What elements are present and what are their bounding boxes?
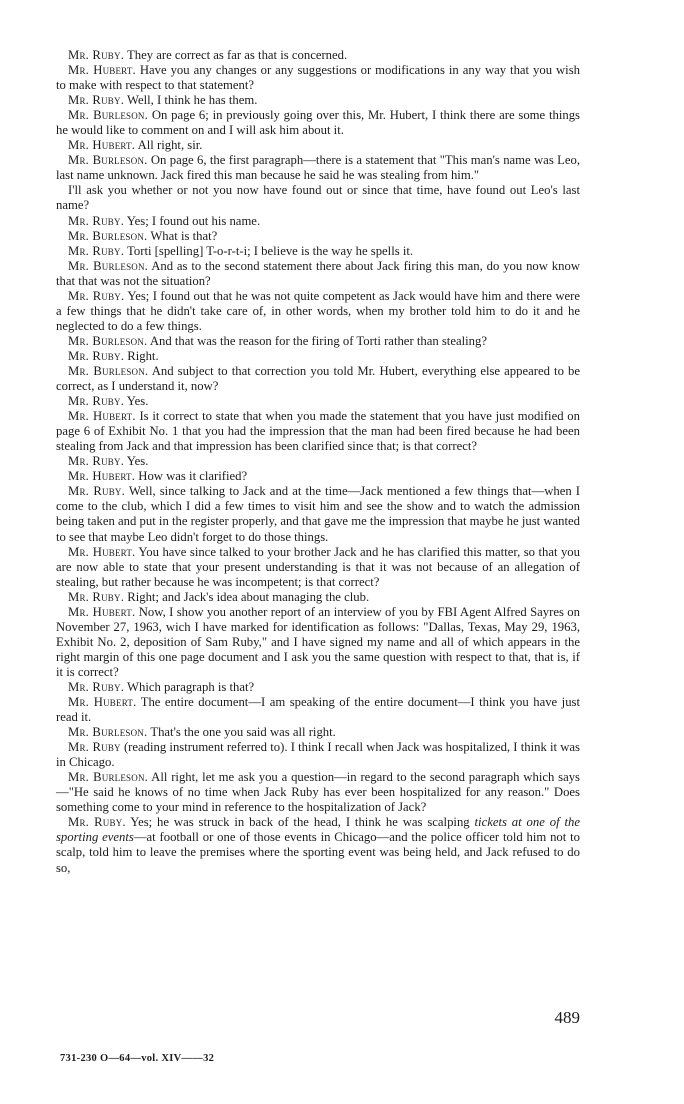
speech-text: How was it clarified? (135, 469, 248, 484)
speech-text: All right, sir. (135, 138, 203, 153)
testimony-paragraph (56, 93, 580, 108)
speech-text: Yes; he was struck in back of the head, I think he was scalping (125, 815, 475, 830)
speaker-name: Mr. Ruby. (68, 589, 125, 604)
speaker-name: Mr. Burleson. (68, 725, 148, 740)
testimony-paragraph (56, 454, 580, 469)
testimony-paragraph (56, 108, 580, 138)
speech-text: Now, I show you another report of an interview of you by FBI Agent Alfred Sayres on November 27, 1963, wich I have marked for identification as follows: "Dallas, Texas, May 29, 1963, Exhibit No. 2, deposition of Sam Ruby," and I have signed my name and all of which appears in the right margin of this one page document and I ask you the same question with respect to that, that is, if it is correct? (56, 604, 580, 679)
testimony-paragraph (56, 183, 580, 213)
testimony-paragraph (56, 725, 580, 740)
page-number: 489 (554, 1008, 580, 1027)
testimony-paragraph (56, 695, 580, 725)
speaker-name: Mr. Ruby. (68, 679, 125, 694)
speech-text: (reading instrument referred to). I think I recall when Jack was hospitalized, I think it was in Chicago. (56, 740, 580, 770)
speech-text: And as to the second statement there about Jack firing this man, do you now know that that was not the situation? (56, 258, 580, 288)
speaker-name: Mr. Ruby. (68, 815, 126, 830)
speech-text: And subject to that correction you told Mr. Hubert, everything else appeared to be correct, as I understand it, now? (56, 363, 580, 394)
testimony-paragraph (56, 229, 580, 244)
speaker-name: Mr. Ruby. (68, 243, 125, 258)
speech-text: The entire document—I am speaking of the entire document—I think you have just read it. (56, 695, 581, 725)
speaker-name: Mr. Ruby. (68, 213, 125, 228)
speech-text: Is it correct to state that when you made the statement that you have just modified on page 6 of Exhibit No. 1 that you had the impression that the man had been fired because he had been stealing from Jack and that impression has been clarified since that; is that correct? (56, 409, 580, 454)
speech-text: Yes; I found out his name. (124, 213, 261, 228)
testimony-paragraph (56, 469, 580, 484)
speech-text: They are correct as far as that is concerned. (124, 48, 348, 62)
testimony-paragraph (56, 364, 580, 394)
speech-text-italic: tickets at one of the sporting events (56, 815, 580, 845)
speech-text: On page 6; in previously going over this, Mr. Hubert, I think there are some things he would like to comment on and I will ask him about it. (56, 108, 580, 138)
speaker-name: Mr. Burleson. (68, 770, 149, 785)
speaker-name: Mr. Ruby. (68, 93, 125, 108)
testimony-paragraph (56, 815, 580, 875)
testimony-paragraph (56, 259, 580, 289)
speaker-name: Mr. Hubert. (68, 604, 136, 619)
speaker-name: Mr. Burleson. (68, 363, 149, 378)
speaker-name: Mr. Hubert. (68, 138, 136, 153)
speaker-name: Mr. Ruby. (68, 394, 125, 409)
speaker-name: Mr. Ruby (68, 740, 121, 755)
speaker-name: Mr. Hubert. (68, 469, 136, 484)
testimony-paragraph (56, 590, 580, 605)
speech-text: Torti [spelling] T-o-r-t-i; I believe is the way he spells it. (124, 243, 414, 258)
speech-text: Well, since talking to Jack and at the time—Jack mentioned a few things that—when I come to the club, which I did a few times to visit him and see the show and to watch the admission being taken and put in the register properly, and that gave me the impression that maybe he just wanted to see that maybe Leo didn't forget to do those things. (56, 484, 580, 544)
speech-text: Yes; I found out that he was not quite competent as Jack would have him and there were a few things that he didn't take care of, in other words, when my brother told him to do it and he neglected to do a few things. (56, 288, 580, 333)
testimony-paragraph (56, 770, 580, 815)
speaker-name: Mr. Burleson. (68, 228, 148, 243)
speech-text: I'll ask you whether or not you now have found out or since that time, have found out Leo's last name? (56, 183, 580, 213)
speech-text: And that was the reason for the firing of Torti rather than stealing? (147, 333, 487, 348)
testimony-paragraph (56, 349, 580, 364)
speaker-name: Mr. Ruby. (68, 484, 125, 499)
speaker-name: Mr. Hubert. (68, 63, 136, 78)
testimony-paragraph (56, 545, 580, 590)
speaker-name: Mr. Hubert. (68, 409, 136, 424)
speech-text: Which paragraph is that? (124, 679, 255, 694)
speech-text: Have you any changes or any suggestions or modifications in any way that you wish to make with respect to that statement? (56, 63, 580, 93)
speech-text: Yes. (124, 394, 149, 409)
testimony-paragraph (56, 48, 580, 63)
testimony-paragraph (56, 153, 580, 183)
testimony-paragraph (56, 244, 580, 259)
testimony-paragraph (56, 484, 580, 544)
testimony-paragraph (56, 680, 580, 695)
testimony-paragraph (56, 334, 580, 349)
speaker-name: Mr. Burleson. (68, 153, 148, 168)
speaker-name: Mr. Ruby. (68, 288, 125, 303)
speech-text-continued: —at football or one of those events in Chicago—and the police officer told him not to scalp, told him to leave the premises where the sporting event was being held, and Jack refused to do so, (56, 830, 580, 875)
speaker-name: Mr. Ruby. (68, 48, 125, 62)
testimony-paragraph (56, 740, 580, 770)
speech-text: Yes. (124, 454, 149, 469)
testimony-paragraph (56, 214, 580, 229)
speech-text: That's the one you said was all right. (147, 725, 336, 740)
speech-text: On page 6, the first paragraph—there is a statement that "This man's name was Leo, last name unknown. Jack fired this man because he said he was stealing from him." (56, 153, 580, 183)
speech-text: Well, I think he has them. (124, 93, 258, 108)
speech-text: You have since talked to your brother Jack and he has clarified this matter, so that you are now able to state that your present understanding is that it was not because of an allegation of stealing, but rather because he was incompetent; is that correct? (56, 544, 580, 589)
testimony-paragraph (56, 63, 580, 93)
speaker-name: Mr. Burleson. (68, 258, 149, 273)
testimony-paragraph (56, 289, 580, 334)
testimony-paragraph (56, 394, 580, 409)
testimony-paragraph (56, 409, 580, 454)
speech-text: Right; and Jack's idea about managing the club. (124, 589, 370, 604)
testimony-paragraph (56, 605, 580, 680)
speaker-name: Mr. Ruby. (68, 454, 125, 469)
speaker-name: Mr. Hubert. (68, 695, 137, 710)
printer-code: 731-230 O—64—vol. XIV——32 (60, 1053, 215, 1064)
speaker-name: Mr. Ruby. (68, 348, 125, 363)
speaker-name: Mr. Burleson. (68, 333, 148, 348)
speaker-name: Mr. Burleson. (68, 108, 149, 123)
speaker-name: Mr. Hubert. (68, 544, 136, 559)
speech-text: What is that? (147, 228, 218, 243)
testimony-paragraph (56, 138, 580, 153)
speech-text: All right, let me ask you a question—in regard to the second paragraph which says—"He said he knows of no time when Jack Ruby has ever been hospitalized for any reason." Does something come to your mind in reference to the hospitalization of Jack? (56, 770, 580, 815)
speech-text: Right. (124, 348, 159, 363)
deposition-text (56, 48, 580, 876)
